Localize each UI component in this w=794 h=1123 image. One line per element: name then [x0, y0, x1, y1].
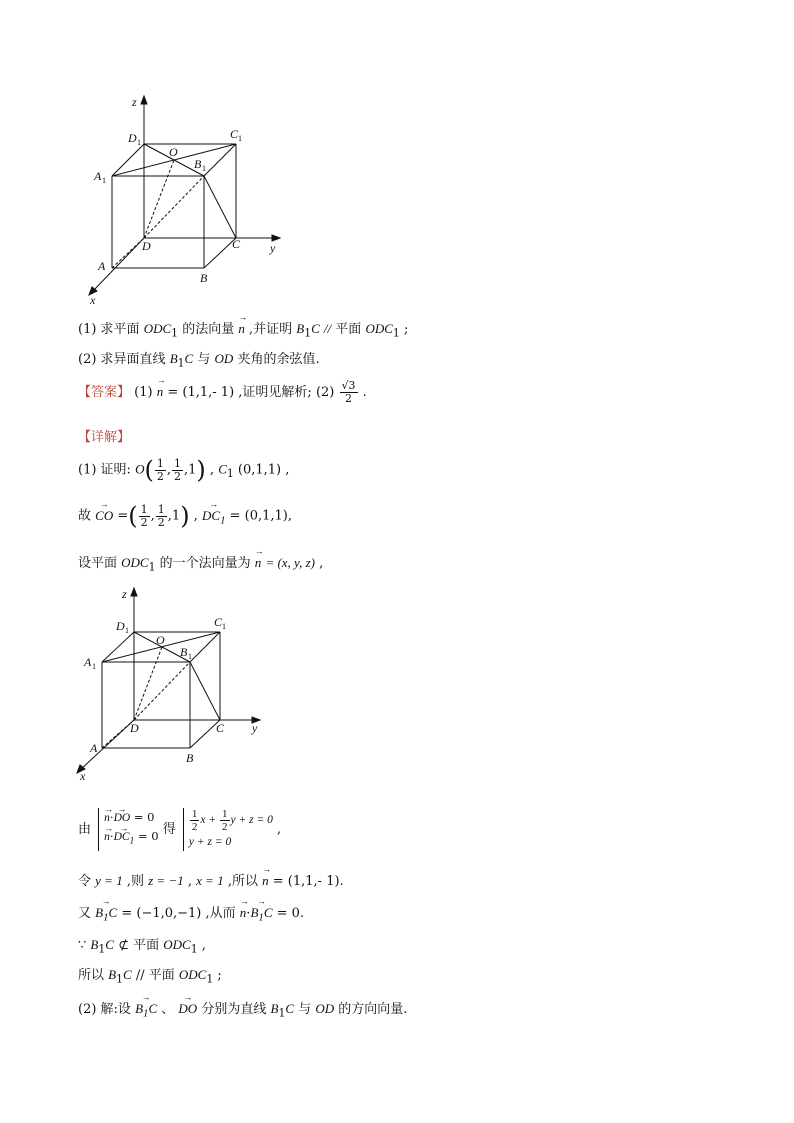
step-7: ∵ $B_1C$ ⊄ 平面 $ODC_1$ ,	[78, 937, 206, 956]
label-a: A	[98, 259, 106, 273]
label-x: x	[80, 769, 86, 783]
label-z: z	[122, 587, 127, 601]
condition-system: → n·→ DO = 0 → $n\cdot\to DC_1 = 0$	[98, 808, 158, 850]
question-1: (1) 求平面 $ODC_1$ 的法向量 → n ,并证明 $B_1C$ // 平面 $ODC_1$ ;	[78, 318, 408, 340]
label-y: y	[270, 241, 276, 255]
step-5: 令 y = 1 ,则 z = −1 , x = 1 ,所以 → n = (1,1,- 1).	[78, 870, 344, 889]
svg-text:1: 1	[188, 652, 192, 661]
svg-text:1: 1	[137, 138, 141, 147]
label-a1: A	[84, 655, 92, 669]
cube-figure-2	[70, 584, 290, 784]
label-z: z	[132, 95, 137, 109]
svg-text:1: 1	[125, 626, 129, 635]
question-2: (2) 求异面直线 $B_1C$ 与 OD 夹角的余弦值.	[78, 351, 320, 370]
label-b: B	[200, 271, 208, 285]
label-o: O	[169, 145, 178, 159]
step-6: 又 → $B_1C = (-1,0,-1)$ ,从而 → $n\cdot\to B_1C = 0$.	[78, 902, 304, 924]
svg-text:1: 1	[102, 176, 106, 185]
label-a: A	[90, 741, 98, 755]
svg-text:1: 1	[92, 662, 96, 671]
answer-line: 【答案】 (1) → n = (1,1,- 1) ,证明见解析; (2) $\frac{√3}{2}$ .	[78, 380, 367, 405]
label-b: B	[186, 751, 194, 765]
label-d: D	[130, 721, 139, 735]
svg-text:1: 1	[222, 622, 226, 631]
step-3: 设平面 $ODC_1$ 的一个法向量为 → n = (x, y, z) ,	[78, 552, 323, 574]
step-8: 所以 $B_1C$ // 平面 $ODC_1$ ;	[78, 967, 222, 986]
step-2: 故 → CO =( $\frac{1}{2}$ , $\frac{1}{2}$ ,1) , → $DC_1 = (0,1,1)$,	[78, 502, 292, 530]
cube-figure-1	[80, 92, 300, 307]
svg-text:1: 1	[202, 164, 206, 173]
step-1: (1) 证明: O( $\frac{1}{2}$ , $\frac{1}{2}$ ,1) , $C_1$ (0,1,1) ,	[78, 456, 290, 484]
detail-tag: 【详解】	[78, 430, 131, 445]
label-c1: C	[230, 127, 239, 141]
label-d: D	[142, 239, 151, 253]
label-o: O	[156, 633, 165, 647]
label-b1: B	[180, 645, 188, 659]
answer-tag: 【答案】	[78, 385, 131, 400]
label-c: C	[232, 237, 241, 251]
label-c: C	[216, 721, 225, 735]
step-9: (2) 解:设 → $B_1C$ 、 → DO 分别为直线 $B_1C$ 与 OD 的方向向量.	[78, 998, 407, 1020]
label-c1: C	[214, 615, 223, 629]
svg-text:1: 1	[238, 134, 242, 143]
detail-tag-line	[78, 426, 130, 445]
label-x: x	[90, 293, 96, 307]
label-b1: B	[194, 157, 202, 171]
label-y: y	[252, 721, 258, 735]
equation-system: $\frac{1}{2}$ x + $\frac{1}{2}$ y + z = 0 y + z = 0	[183, 808, 273, 851]
step-4: 由 → n·→ DO = 0 → $n\cdot\to DC_1 = 0$ 得 $\frac{1}{2}$ x + $\frac{1}{2}$ y + z = 0 y + z = 0 ,	[78, 808, 281, 851]
label-d1: D	[128, 131, 137, 145]
label-a1: A	[94, 169, 102, 183]
label-d1: D	[116, 619, 125, 633]
